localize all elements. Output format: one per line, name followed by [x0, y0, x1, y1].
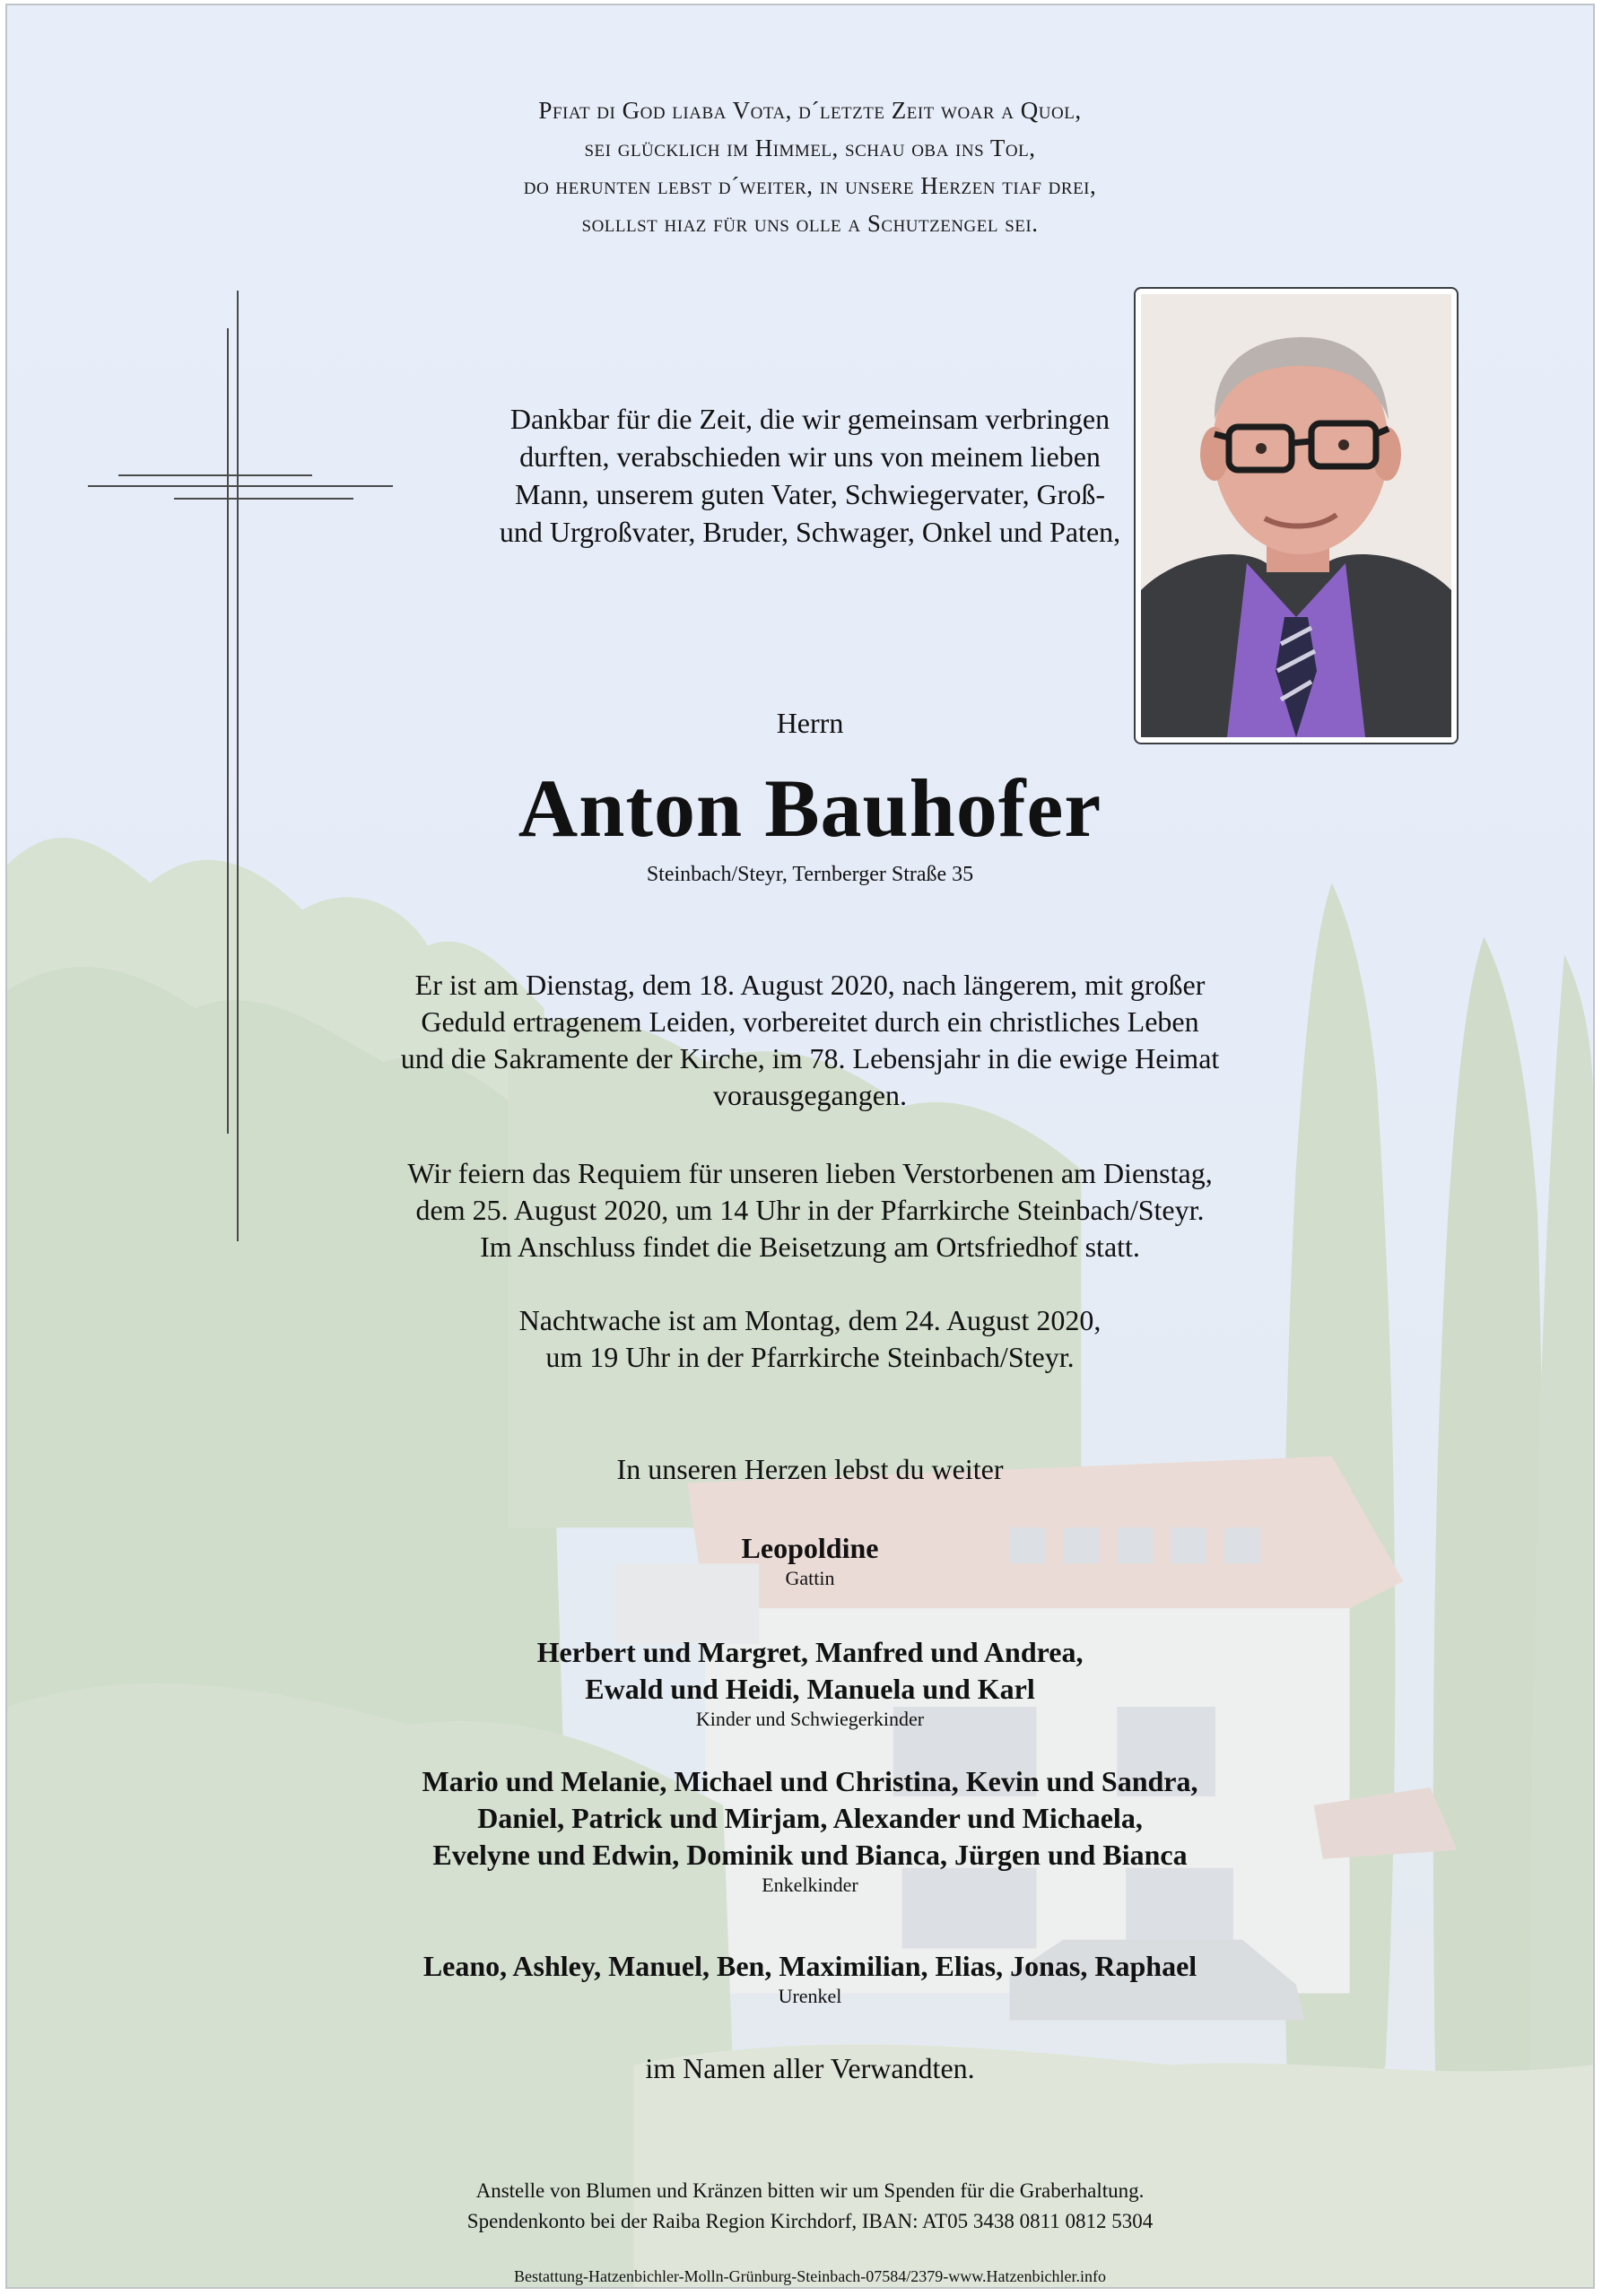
- family-names: Mario und Melanie, Michael und Christina, Kevin und Sandra,: [422, 1765, 1198, 1797]
- family-names: Ewald und Heidi, Manuela und Karl: [585, 1673, 1035, 1705]
- funeral-home-footer: Bestattung-Hatzenbichler-Molln-Grünburg-Steinbach-07584/2379-www.Hatzenbichler.info: [514, 2267, 1106, 2285]
- poem-line: sei glücklich im Himmel, schau oba ins Tol,: [584, 135, 1036, 161]
- donation-line: Anstelle von Blumen und Kränzen bitten wir um Spenden für die Graberhaltung.: [475, 2179, 1145, 2202]
- poem-line: Pfiat di God liaba Vota, d´letzte Zeit woar a Quol,: [538, 97, 1082, 124]
- death-notice-line: Geduld ertragenem Leiden, vorbereitet durch ein christliches Leben: [421, 1005, 1199, 1038]
- deceased-name: Anton Bauhofer: [518, 762, 1102, 854]
- intro-text: [348, 400, 1272, 551]
- poem: [357, 91, 1263, 242]
- intro-line: Mann, unserem guten Vater, Schwiegervater, Groß-: [515, 478, 1105, 510]
- poem-line: solllst hiaz für uns olle a Schutzengel sei.: [581, 210, 1039, 237]
- death-notice-line: und die Sakramente der Kirche, im 78. Lebensjahr in die ewige Heimat: [400, 1042, 1220, 1074]
- family-wife: [276, 1530, 1344, 1590]
- family-relation: Kinder und Schwiegerkinder: [695, 1708, 925, 1730]
- family-children: [276, 1634, 1344, 1731]
- family-names: Daniel, Patrick und Mirjam, Alexander und Michaela,: [477, 1802, 1143, 1834]
- poem-line: do herunten lebst d´weiter, in unsere Herzen tiaf drei,: [523, 172, 1097, 199]
- requiem-line: Im Anschluss findet die Beisetzung am Ortsfriedhof statt.: [480, 1231, 1140, 1263]
- deceased-address: Steinbach/Steyr, Ternberger Straße 35: [646, 863, 974, 886]
- death-notice-line: Er ist am Dienstag, dem 18. August 2020, nach längerem, mit großer: [414, 969, 1206, 1001]
- intro-line: und Urgroßvater, Bruder, Schwager, Onkel und Paten,: [499, 516, 1121, 548]
- requiem-line: Wir feiern das Requiem für unseren lieben Verstorbenen am Dienstag,: [407, 1157, 1213, 1189]
- requiem-notice: [303, 1155, 1317, 1265]
- wake-notice: [303, 1302, 1317, 1376]
- intro-line: Dankbar für die Zeit, die wir gemeinsam verbringen: [509, 403, 1110, 435]
- wake-line: um 19 Uhr in der Pfarrkirche Steinbach/Steyr.: [545, 1341, 1075, 1373]
- death-notice-line: vorausgegangen.: [713, 1079, 907, 1111]
- on-behalf-line: im Namen aller Verwandten.: [645, 2052, 975, 2084]
- memorial-line: In unseren Herzen lebst du weiter: [616, 1453, 1004, 1485]
- family-names: Evelyne und Edwin, Dominik und Bianca, Jürgen und Bianca: [432, 1839, 1188, 1871]
- family-grandchildren: [276, 1763, 1344, 1897]
- intro-line: durften, verabschieden wir uns von meinem lieben: [519, 440, 1101, 473]
- family-names: Leano, Ashley, Manuel, Ben, Maximilian, Elias, Jonas, Raphael: [422, 1950, 1197, 1982]
- family-relation: Gattin: [785, 1567, 835, 1589]
- family-relation: Urenkel: [778, 1985, 842, 2007]
- requiem-line: dem 25. August 2020, um 14 Uhr in der Pfarrkirche Steinbach/Steyr.: [415, 1194, 1205, 1226]
- donation-line: Spendenkonto bei der Raiba Region Kirchdorf, IBAN: AT05 3438 0811 0812 5304: [466, 2210, 1154, 2232]
- donation-note: [276, 2176, 1344, 2237]
- family-names: Herbert und Margret, Manfred und Andrea,: [536, 1636, 1084, 1668]
- wake-line: Nachtwache ist am Montag, dem 24. August 2020,: [518, 1304, 1102, 1336]
- obituary-page: [5, 4, 1595, 2289]
- family-names: Leopoldine: [741, 1532, 879, 1564]
- salutation: Herrn: [776, 707, 844, 739]
- death-notice: [303, 967, 1317, 1114]
- family-great-grandchildren: [276, 1948, 1344, 2008]
- family-relation: Enkelkinder: [762, 1874, 858, 1896]
